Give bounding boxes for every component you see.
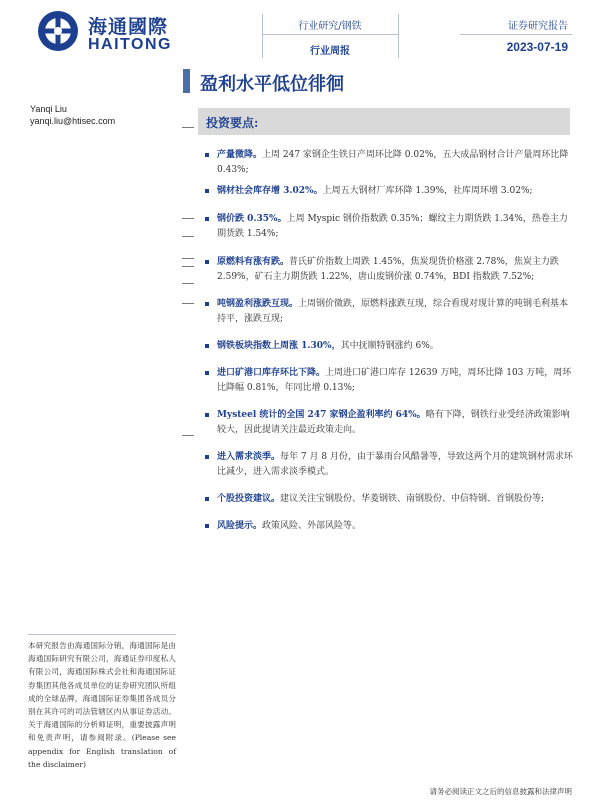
key-point-item <box>205 212 573 242</box>
key-point-text: 建议关注宝钢股份、华菱钢铁、南钢股份、中信特钢、首钢股份等; <box>280 494 545 504</box>
key-point-text: 上周 Myspic 钢价指数跌 0.35%；螺纹主力期货跌 1.34%，热卷主力期货跌 1.54%; <box>217 214 568 239</box>
margin-dash <box>182 283 194 284</box>
key-point-highlight: 原燃料有涨有跌。 <box>217 257 290 267</box>
logo-chinese-name: 海通國際 <box>88 16 169 38</box>
header-divider <box>262 14 263 58</box>
margin-dash <box>182 303 194 304</box>
bullet-icon <box>205 344 209 348</box>
logo-english-name: HAITONG <box>88 36 172 53</box>
distribution-disclaimer: 本研究报告由海通国际分销，海通国际是由海通国际研究有限公司，海通证券印度私人有限公司，海通国际株式会社和海通国际证券集团其他各成员单位的证券研究团队所组成的全球品牌，海通国际证券集团各成员分别在其许可的司法管辖区内从事证券活动。关于海通国际的分析师证明，重要披露声明和免责声明，请参阅附录。(Please see appendix for English translation of the disclaimer) <box>28 641 176 769</box>
key-point-text: 略有下降，钢铁行业受经济政策影响较大，因此提请关注最近政策走向。 <box>217 410 570 435</box>
key-point-text: 政策风险、外部风险等。 <box>262 521 362 531</box>
key-point-text: 普氏矿价指数上周跌 1.45%，焦炭现货价格涨 2.78%，焦炭主力跌 2.59%，矿石主力期货跌 1.22%，唐山废钢价涨 0.74%，BDI 指数跌 7.52%; <box>217 257 559 282</box>
key-point-item <box>205 297 573 327</box>
author-block <box>30 103 115 127</box>
margin-dash <box>182 127 194 128</box>
margin-dash <box>182 435 194 436</box>
key-point-item <box>205 148 573 178</box>
key-point-text: 每年 7 月 8 月份，由于暴雨台风酷暑等，导致这两个月的建筑钢材需求环比减少，进入需求淡季模式。 <box>217 452 573 477</box>
key-point-highlight: Mysteel 统计的全国 247 家钢企盈利率约 64%。 <box>217 410 426 420</box>
key-point-highlight: 进口矿港口库存环比下降。 <box>217 368 326 378</box>
key-point-item <box>205 450 573 480</box>
key-point-highlight: 钢材社会库存增 3.02%。 <box>217 186 323 196</box>
bullet-icon <box>205 371 209 375</box>
bullet-icon <box>205 524 209 528</box>
key-point-item <box>205 519 573 534</box>
margin-dash <box>182 236 194 237</box>
key-point-item <box>205 366 573 396</box>
author-email[interactable]: yanqi.liu@htisec.com <box>30 116 116 126</box>
bullet-icon <box>205 455 209 459</box>
bullet-icon <box>205 189 209 193</box>
report-type: 行业周报 <box>310 46 350 57</box>
header-divider <box>398 14 399 58</box>
haitong-logo <box>36 9 186 55</box>
header-rule <box>262 34 399 35</box>
key-point-item <box>205 492 573 507</box>
margin-dash <box>182 266 194 267</box>
key-point-item <box>205 339 573 354</box>
note-rule <box>28 634 176 635</box>
key-point-text: 上周五大钢材厂库环降 1.39%，社库周环增 3.02%; <box>322 186 533 196</box>
key-point-item <box>205 408 573 438</box>
report-label: 证券研究报告 <box>508 21 568 32</box>
key-point-highlight: 吨钢盈利涨跌互现。 <box>217 299 299 309</box>
key-point-highlight: 钢价跌 0.35%。 <box>217 214 287 224</box>
margin-dash <box>182 258 194 259</box>
bullet-icon <box>205 217 209 221</box>
key-point-highlight: 个股投资建议。 <box>217 494 281 504</box>
bullet-icon <box>205 260 209 264</box>
key-point-item <box>205 184 573 199</box>
key-point-highlight: 风险提示。 <box>217 521 263 531</box>
key-point-item <box>205 255 573 285</box>
bullet-icon <box>205 497 209 501</box>
report-date: 2023-07-19 <box>506 40 568 54</box>
key-point-text: 上周进口矿港口库存 12639 万吨，周环比降 103 万吨，周环比降幅 0.81%，年同比增 0.13%; <box>217 368 572 393</box>
haitong-logo-icon <box>36 9 80 53</box>
bullet-icon <box>205 302 209 306</box>
key-points-header <box>198 108 570 135</box>
bullet-icon <box>205 153 209 157</box>
key-point-highlight: 钢铁板块指数上周涨 1.30%， <box>217 341 341 351</box>
key-point-text: 上周钢价微跌，原燃料涨跌互现，综合看现对现计算的吨钢毛利基本持平，涨跌互现; <box>217 299 569 324</box>
header-rule <box>460 34 572 35</box>
bullet-icon <box>205 413 209 417</box>
key-point-text: 其中抚顺特钢涨约 6%。 <box>340 341 439 351</box>
title-accent-bar <box>183 69 190 93</box>
report-category: 行业研究/钢铁 <box>298 21 362 32</box>
author-name: Yanqi Liu <box>30 104 67 114</box>
key-point-text: 上周 247 家钢企生铁日产周环比降 0.02%，五大成品钢材合计产量周环比降 0.43%; <box>217 150 569 175</box>
key-points-list <box>205 148 573 534</box>
page-title: 盈利水平低位徘徊 <box>200 74 344 95</box>
key-point-highlight: 产量微降。 <box>217 150 263 160</box>
margin-dash <box>182 218 194 219</box>
footer-disclaimer: 请务必阅读正文之后的信息披露和法律声明 <box>429 787 572 796</box>
key-point-highlight: 进入需求淡季。 <box>217 452 281 462</box>
key-points-title: 投资要点: <box>206 116 259 130</box>
